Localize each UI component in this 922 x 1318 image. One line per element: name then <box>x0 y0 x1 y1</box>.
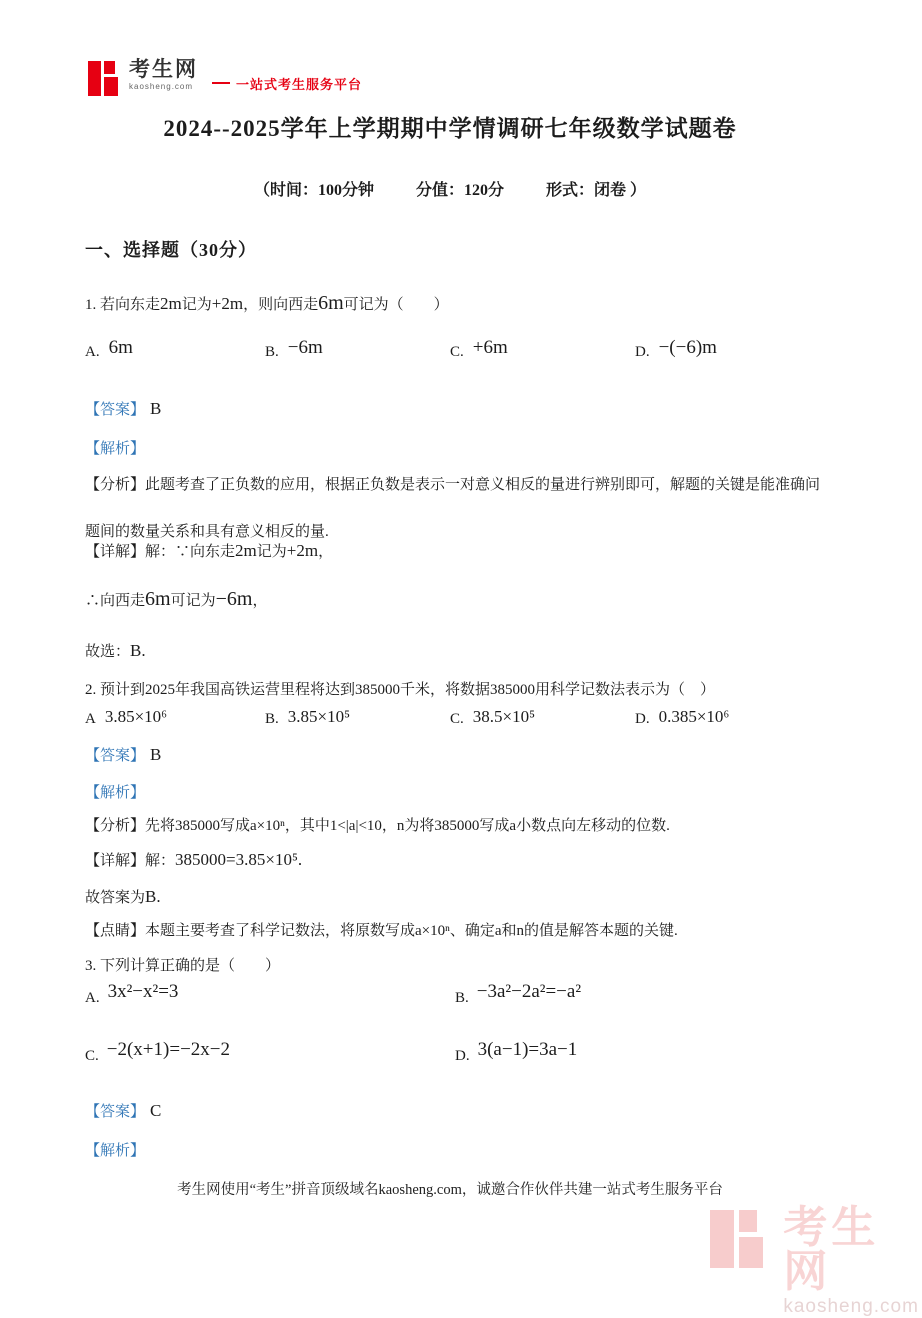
exam-meta <box>0 177 900 200</box>
kaosheng-logo <box>88 58 362 98</box>
q1-answer: B <box>150 399 162 418</box>
q1-stem-math: 6m <box>318 292 344 314</box>
q1-conclusion: 故选：B. <box>85 641 146 660</box>
q2-answer: B <box>150 745 162 764</box>
kaosheng-watermark <box>710 1203 922 1318</box>
q3-option-c: C. −2(x+1)=−2x−2 <box>85 1039 230 1064</box>
q2-detail: 【详解】解：385000=3.85×10⁵. <box>85 850 303 869</box>
q2-option-d: D. 0.385×10⁶ <box>635 707 730 727</box>
kaosheng-logo-text <box>129 58 198 92</box>
q2-option-b: B. 3.85×10⁵ <box>265 707 351 727</box>
q1-detail-math: 6m <box>145 588 171 610</box>
q3-answer-line <box>85 1100 161 1121</box>
q1-answer-line <box>85 398 161 419</box>
q1-detail-line2: ∴向西走6m可记为−6m， <box>85 588 268 610</box>
answer-label: 【答案】 <box>85 1104 146 1120</box>
jiexi-label: 【解析】 <box>85 441 146 457</box>
page-title: 2024--2025学年上学期期中学情调研七年级数学试题卷 <box>163 116 737 141</box>
q3-jiexi-line <box>85 1139 145 1160</box>
q2-stem: 2. 预计到2025年我国高铁运营里程将达到385000千米，将数据385000用科学记数法表示为（ ） <box>85 682 716 698</box>
q2-detail-math: 385000=3.85×10⁵. <box>175 850 303 869</box>
q1-detail-math: 2m <box>235 541 257 560</box>
slogan-dash <box>212 82 230 84</box>
q1-jiexi-line <box>85 437 145 458</box>
kaosheng-logo-icon <box>88 58 122 98</box>
brand-slogan: 一站式考生服务平台 <box>236 77 363 92</box>
answer-label: 【答案】 <box>85 402 146 418</box>
q3-option-a: A. 3x²−x²=3 <box>85 981 179 1006</box>
q2-analysis: 【分析】先将385000写成a×10ⁿ，其中1<|a|<10，n为将385000写成a小数点向左移动的位数. <box>85 818 670 834</box>
brand-domain: kaosheng.com <box>129 82 194 91</box>
answer-label: 【答案】 <box>85 748 146 764</box>
q2-jiexi-line <box>85 781 145 802</box>
q1-stem-math: 2m <box>160 294 182 313</box>
q1-detail-math: +2m <box>286 541 319 560</box>
watermark-brand-domain: kaosheng.com <box>783 1296 919 1317</box>
q2-options <box>85 708 825 728</box>
q1-option-a: A. 6m <box>85 337 133 360</box>
watermark-brand-name: 考生网 <box>783 1203 880 1296</box>
q1-analysis: 【分析】此题考查了正负数的应用，根据正负数是表示一对意义相反的量进行辨别即可，解题的关键是能准确问题间的数量关系和具有意义相反的量. <box>85 477 821 540</box>
watermark-text <box>783 1203 921 1318</box>
meta-form: 形式：闭卷 ） <box>546 182 647 199</box>
q1-options <box>85 337 825 362</box>
q1-stem-math: +2m <box>211 294 244 313</box>
q1-detail-math: −6m <box>215 588 253 610</box>
footer-text: 考生网使用“考生”拼音顶级域名kaosheng.com，诚邀合作伙伴共建一站式考生服务平台 <box>177 1182 723 1198</box>
q1-stem-text: 1. 若向东走 <box>85 297 161 313</box>
q3-option-d: D. 3(a−1)=3a−1 <box>455 1039 578 1064</box>
kaosheng-watermark-icon <box>710 1206 773 1272</box>
q2-option-a: A 3.85×10⁶ <box>85 707 168 727</box>
q2-conclusion: 故答案为B. <box>85 887 161 906</box>
meta-score: 分值：120分 <box>415 182 504 199</box>
q3-option-b: B. −3a²−2a²=−a² <box>455 981 582 1006</box>
brand-name: 考生网 <box>129 58 198 81</box>
q1-stem: 1. 若向东走2m记为+2m，则向西走6m可记为（ ） <box>85 292 449 314</box>
q3-stem: 3. 下列计算正确的是（ ） <box>85 958 281 974</box>
q1-option-c: C. +6m <box>450 337 508 360</box>
q1-option-d: D. −(−6)m <box>635 337 717 360</box>
q1-option-b: B. −6m <box>265 337 323 360</box>
q3-options-row1 <box>85 981 825 1008</box>
q2-option-c: C. 38.5×10⁵ <box>450 707 536 727</box>
jiexi-label: 【解析】 <box>85 785 146 801</box>
q1-detail-line1: 【详解】解：∵向东走2m记为+2m， <box>85 541 334 560</box>
jiexi-label: 【解析】 <box>85 1143 146 1159</box>
q3-answer: C <box>150 1101 162 1120</box>
meta-time: （时间：100分钟 <box>253 182 374 199</box>
q3-options-row2 <box>85 1039 825 1066</box>
section-1-heading: 一、选择题（30分） <box>85 240 257 260</box>
q2-answer-line <box>85 744 161 765</box>
q2-note: 【点睛】本题主要考查了科学记数法，将原数写成a×10ⁿ、确定a和n的值是解答本题的关键. <box>85 923 678 939</box>
